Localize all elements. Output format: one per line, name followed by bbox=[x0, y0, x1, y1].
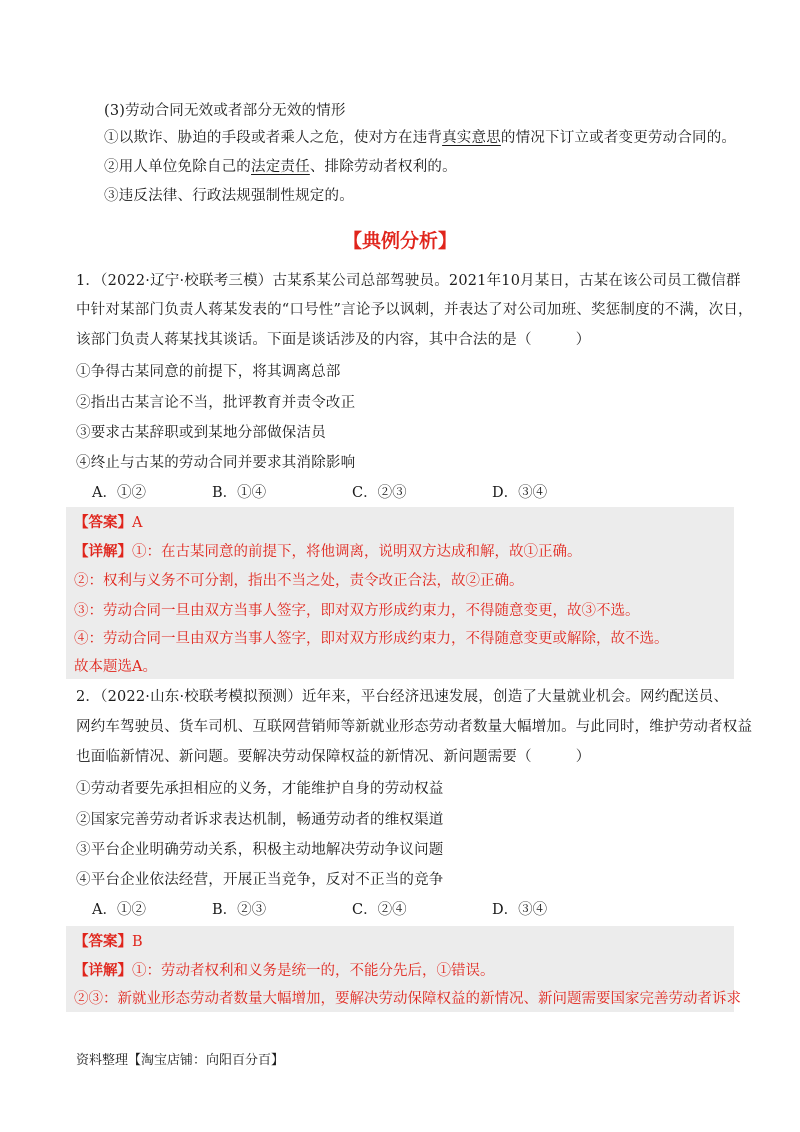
q1-option-c: C．②③ bbox=[352, 485, 407, 501]
q1-detail-5: 故本题选A。 bbox=[74, 659, 157, 675]
invalid-case-3: ③违反法律、行政法规强制性规定的。 bbox=[104, 188, 354, 204]
q2-statement-3: ③平台企业明确劳动关系，积极主动地解决劳动争议问题 bbox=[76, 842, 444, 858]
q1-detail-2: ②：权利与义务不可分割，指出不当之处，责令改正合法，故②正确。 bbox=[74, 573, 524, 589]
q2-stem-line-3: 也面临新情况、新问题。要解决劳动保障权益的新情况、新问题需要（ ） bbox=[76, 749, 591, 765]
page-footer: 资料整理【淘宝店铺：向阳百分百】 bbox=[76, 1053, 285, 1068]
q1-option-b: B．①④ bbox=[212, 485, 267, 501]
q2-detail-1: 【详解】①：劳动者权利和义务是统一的，不能分先后，①错误。 bbox=[74, 963, 495, 979]
q1-answer: 【答案】A bbox=[74, 515, 143, 531]
q1-answer-box bbox=[66, 507, 734, 679]
q1-statement-2: ②指出古某言论不当，批评教育并责令改正 bbox=[76, 395, 356, 411]
q1-statement-1: ①争得古某同意的前提下，将其调离总部 bbox=[76, 364, 341, 380]
q2-answer-box bbox=[66, 926, 741, 1012]
q2-statement-4: ④平台企业依法经营，开展正当竞争，反对不正当的竞争 bbox=[76, 872, 444, 888]
q1-detail-3: ③：劳动合同一旦由双方当事人签字，即对双方形成约束力，不得随意变更，故③不选。 bbox=[74, 603, 640, 619]
q1-stem-line-1: 1．（2022·辽宁·校联考三模）古某系某公司总部驾驶员。2021年10月某日，古某在该公司员工微信群 bbox=[76, 273, 741, 289]
q1-option-a: A．①② bbox=[92, 485, 146, 501]
invalid-case-2: ②用人单位免除自己的法定责任、排除劳动者权利的。 bbox=[104, 159, 457, 175]
q1-detail-1: 【详解】①：在古某同意的前提下，将他调离，说明双方达成和解，故①正确。 bbox=[74, 544, 582, 560]
section-heading-3: (3)劳动合同无效或者部分无效的情形 bbox=[104, 103, 346, 119]
q2-option-c: C．②④ bbox=[352, 902, 407, 918]
q2-option-b: B．②③ bbox=[212, 902, 267, 918]
q2-detail-2: ②③：新就业形态劳动者数量大幅增加，要解决劳动保障权益的新情况、新问题需要国家完善劳动者诉求 bbox=[74, 991, 741, 1007]
q1-option-d: D．③④ bbox=[492, 485, 548, 501]
q2-stem-line-1: 2．（2022·山东·校联考模拟预测）近年来，平台经济迅速发展，创造了大量就业机会。网约配送员、 bbox=[76, 689, 729, 705]
invalid-case-1: ①以欺诈、胁迫的手段或者乘人之危，使对方在违背真实意思的情况下订立或者变更劳动合同的。 bbox=[104, 130, 737, 146]
q2-option-d: D．③④ bbox=[492, 902, 548, 918]
section-title: 【典例分析】 bbox=[342, 230, 457, 252]
q2-stem-line-2: 网约车驾驶员、货车司机、互联网营销师等新就业形态劳动者数量大幅增加。与此同时，维护劳动者权益 bbox=[76, 719, 753, 735]
q2-option-a: A．①② bbox=[92, 902, 146, 918]
q2-statement-1: ①劳动者要先承担相应的义务，才能维护自身的劳动权益 bbox=[76, 781, 444, 797]
q1-statement-3: ③要求古某辞职或到某地分部做保洁员 bbox=[76, 425, 326, 441]
q1-stem-line-2: 中针对某部门负责人蒋某发表的“口号性”言论予以讽刺，并表达了对公司加班、奖惩制度的不满，次日， bbox=[76, 302, 753, 318]
q1-statement-4: ④终止与古某的劳动合同并要求其消除影响 bbox=[76, 455, 356, 471]
q2-statement-2: ②国家完善劳动者诉求表达机制，畅通劳动者的维权渠道 bbox=[76, 812, 444, 828]
q1-detail-4: ④：劳动合同一旦由双方当事人签字，即对双方形成约束力，不得随意变更或解除，故不选。 bbox=[74, 631, 669, 647]
q2-answer: 【答案】B bbox=[74, 934, 143, 950]
q1-stem-line-3: 该部门负责人蒋某找其谈话。下面是谈话涉及的内容，其中合法的是（ ） bbox=[76, 332, 591, 348]
